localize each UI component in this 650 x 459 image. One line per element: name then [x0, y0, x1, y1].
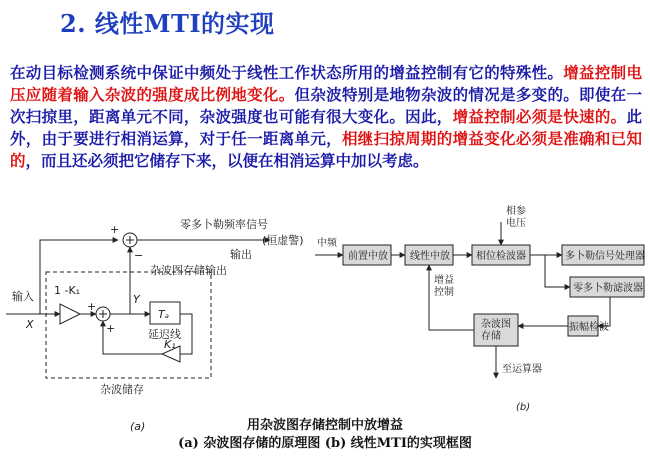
zero-doppler-filter-label: 零多卜勒滤波器	[573, 283, 643, 294]
ref-voltage-label	[506, 204, 529, 229]
highlight-text: 增益控制必须是快速的。	[452, 108, 627, 126]
highlight-text: 相继扫掠周期的增益变化必须是准确和已知的	[10, 130, 642, 170]
if-label: 中频	[317, 238, 337, 249]
body-text: 在动目标检测系统中保证中频处于线性工作状态所用的增益控制有它的特殊性。	[10, 64, 564, 82]
gain-control-label	[434, 273, 457, 298]
output-signal-label: 零多卜勒频率信号	[180, 218, 268, 231]
plus-sign-store-bottom: +	[106, 322, 116, 335]
clutter-store-line-1: 杂波图	[481, 319, 511, 330]
highlight-text: 增益控制电压应随着输入杂波的强度成比例地变化。	[10, 64, 642, 104]
figure-b	[315, 222, 644, 378]
figure-a-labels	[12, 217, 304, 433]
phase-detector-label: 相位检波器	[476, 251, 526, 262]
k1-label: K₁	[164, 338, 176, 351]
to-arithmetic-label: 至运算器	[502, 364, 542, 375]
gain-label: 1 -K₁	[54, 284, 81, 297]
plus-sign-top-left: +	[110, 223, 120, 236]
input-label: 输入	[12, 290, 34, 303]
figure-a-sublabel: (a)	[130, 420, 146, 433]
plus-sign-store-left: +	[87, 300, 97, 313]
figure-caption-line-1: 用杂波图存储控制中放增益	[246, 418, 403, 433]
figure-b-labels	[317, 204, 645, 413]
gain-control-line-1: 增益	[434, 275, 454, 286]
y-label: Y	[133, 293, 140, 306]
amp-detect-label: 振幅检波	[569, 322, 609, 333]
linear-amp-label: 线性中放	[410, 251, 450, 262]
delay-label: 延迟线	[148, 328, 181, 341]
doppler-processor-label: 多卜勒信号处理器	[565, 251, 645, 262]
figure-b-sublabel: (b)	[516, 402, 531, 413]
figure-caption-line-2: (a) 杂波图存储的原理图 (b) 线性MTI的实现框图	[178, 436, 472, 451]
output-signal-note: (恒虚警)	[262, 234, 304, 247]
x-label: X	[26, 318, 34, 331]
body-text: ，而且还必须把它储存下来，以便在相消运算中加以考虑。	[25, 152, 429, 170]
gain-control-line-2: 控制	[434, 287, 454, 298]
output-label: 输出	[230, 248, 252, 261]
minus-sign-top: −	[134, 249, 144, 262]
slide-title: 2. 线性MTI的实现	[60, 9, 275, 38]
body-text: 但杂波特别是地物杂波的情况是多变的。即使在一次扫掠里，距离单元不同，杂波强度也可能有很大变化。因此，	[10, 86, 642, 126]
delay-symbol: Tₐ	[158, 308, 170, 321]
clutter-store-output-label: 杂波图存储输出	[150, 264, 227, 277]
ref-voltage-line-1: 相参	[506, 206, 526, 217]
ref-voltage-line-2: 电压	[506, 218, 526, 229]
gain-triangle	[60, 304, 80, 324]
clutter-store-line-2: 存储	[481, 331, 501, 342]
preamp-label: 前置中放	[348, 251, 388, 262]
store-label: 杂波储存	[100, 383, 144, 396]
body-text: 此外，由于要进行相消运算，对于任一距离单元，	[10, 108, 642, 148]
